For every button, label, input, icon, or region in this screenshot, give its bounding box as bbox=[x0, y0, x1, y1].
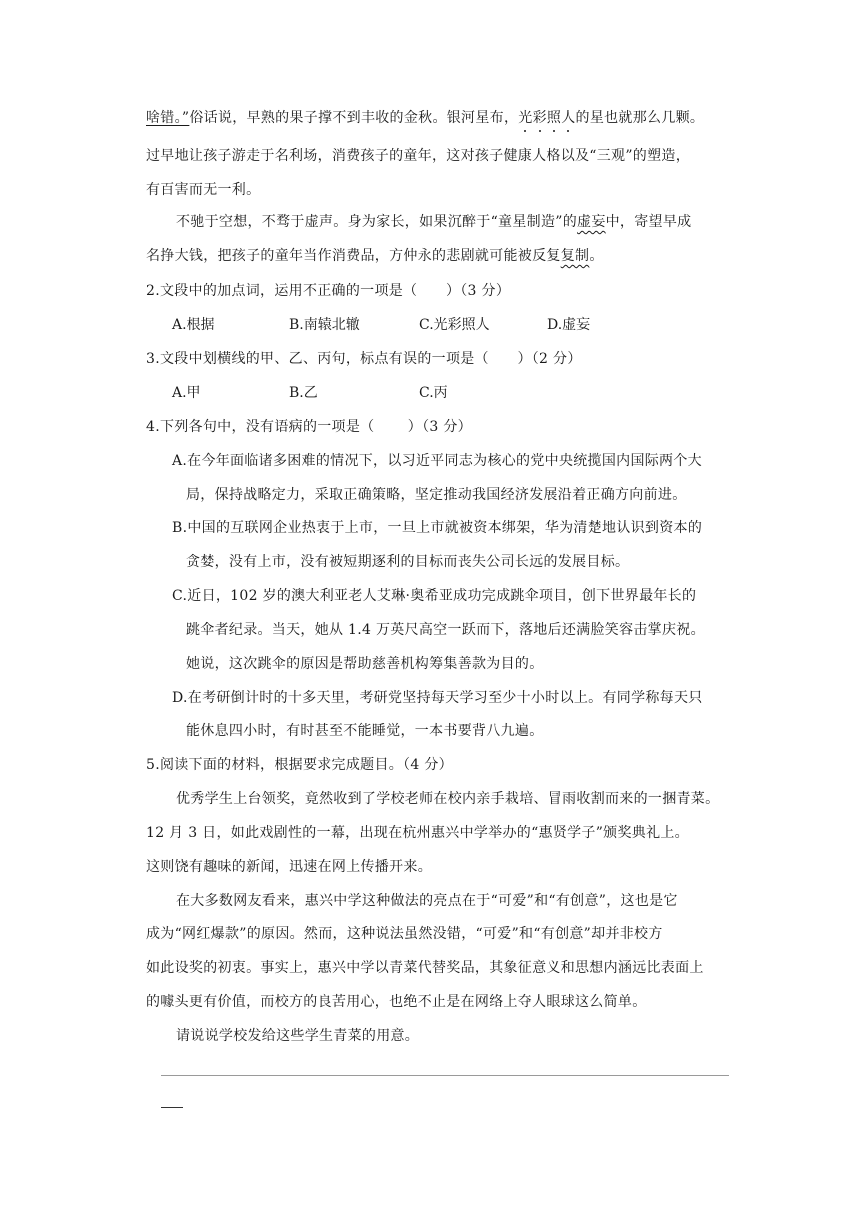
dotted-char: 彩 bbox=[532, 110, 547, 126]
q5-p2-line3: 如此设奖的初衷。事实上，惠兴中学以青菜代替奖品，其象征意义和思想内涵远比表面上 bbox=[146, 960, 704, 976]
para1-line2: 过早地让孩子游走于名利场，消费孩子的童年，这对孩子健康人格以及“三观”的塑造， bbox=[146, 148, 691, 164]
q3-option-c: C.丙 bbox=[419, 385, 448, 401]
dotted-char: 光 bbox=[518, 110, 533, 126]
answer-line-short[interactable] bbox=[161, 1107, 183, 1108]
q5-p1-line3: 这则饶有趣味的新闻，迅速在网上传播开来。 bbox=[146, 859, 432, 875]
dotted-char: 照 bbox=[546, 110, 562, 126]
q4-stem: 4.下列各句中，没有语病的一项是（ ）（3 分） bbox=[146, 419, 472, 435]
para1-line3: 有百害而无一利。 bbox=[146, 182, 261, 198]
q4-option-b-line2: 贪婪，没有上市，没有被短期逐利的目标而丧失公司长远的发展目标。 bbox=[186, 554, 630, 570]
q4-option-c-line2: 跳伞者纪录。当天，她从 1.4 万英尺高空一跃而下，落地后还满脸笑容击掌庆祝。 bbox=[186, 622, 705, 638]
dotted-word: 复制 bbox=[560, 248, 590, 264]
q3-stem: 3.文段中划横线的甲、乙、丙句，标点有误的一项是（ ）（2 分） bbox=[146, 351, 582, 367]
q5-p2-line1: 在大多数网友看来，惠兴中学这种做法的亮点在于“可爱”和“有创意”，这也是它 bbox=[176, 893, 678, 909]
q2-option-b: B.南辕北辙 bbox=[289, 317, 360, 333]
q2-option-c: C.光彩照人 bbox=[419, 317, 490, 333]
q4-option-d-line2: 能休息四小时，有时甚至不能睡觉，一本书要背八九遍。 bbox=[186, 723, 544, 739]
q3-option-b: B.乙 bbox=[289, 385, 318, 401]
para2-line1: 不驰于空想，不骛于虚声。身为家长，如果沉醉于“童星制造”的虚妄中，寄望早成 bbox=[176, 214, 692, 230]
q4-option-d-line1: D.在考研倒计时的十多天里，考研党坚持每天学习至少十小时以上。有同学称每天只 bbox=[172, 690, 703, 706]
q5-prompt: 请说说学校发给这些学生青菜的用意。 bbox=[176, 1028, 420, 1044]
q4-option-c-line3: 她说，这次跳伞的原因是帮助慈善机构筹集善款为目的。 bbox=[186, 656, 544, 672]
q4-option-c-line1: C.近日，102 岁的澳大利亚老人艾琳·奥希亚成功完成跳伞项目，创下世界最年长的 bbox=[172, 588, 697, 604]
q3-option-a: A.甲 bbox=[172, 385, 201, 401]
q5-p1-line1: 优秀学生上台领奖，竟然收到了学校老师在校内亲手栽培、冒雨收割而来的一捆青菜。 bbox=[176, 791, 720, 807]
dotted-char: 人 bbox=[561, 110, 576, 126]
para2-line2: 名挣大钱，把孩子的童年当作消费品，方仲永的悲剧就可能被反复复制。 bbox=[146, 248, 604, 264]
q2-option-a: A.根据 bbox=[172, 317, 215, 333]
q5-p2-line2: 成为“网红爆款”的原因。然而，这种说法虽然没错，“可爱”和“有创意”却并非校方 bbox=[146, 926, 663, 942]
q4-option-a-line2: 局，保持战略定力，采取正确策略，坚定推动我国经济发展沿着正确方向前进。 bbox=[186, 487, 687, 503]
answer-line[interactable] bbox=[161, 1075, 729, 1076]
q5-p1-line2: 12 月 3 日，如此戏剧性的一幕，出现在杭州惠兴中学举办的“惠贤学子”颁奖典礼上。 bbox=[146, 825, 689, 841]
q2-option-d: D.虚妄 bbox=[547, 317, 591, 333]
dotted-word: 虚妄 bbox=[577, 214, 606, 230]
underlined-quote: 啥错。” bbox=[146, 110, 190, 126]
q5-stem: 5.阅读下面的材料，根据要求完成题目。（4 分） bbox=[146, 757, 453, 773]
q4-option-b-line1: B.中国的互联网企业热衷于上市，一旦上市就被资本绑架，华为清楚地认识到资本的 bbox=[172, 520, 703, 536]
para1-line1: 啥错。”俗话说，早熟的果子撑不到丰收的金秋。银河星布，光彩照人的星也就那么几颗。 bbox=[146, 110, 705, 126]
q4-option-a-line1: A.在今年面临诸多困难的情况下，以习近平同志为核心的党中央统揽国内国际两个大 bbox=[172, 453, 702, 469]
q2-stem: 2.文段中的加点词，运用不正确的一项是（ ）（3 分） bbox=[146, 283, 511, 299]
q5-p2-line4: 的噱头更有价值，而校方的良苦用心，也绝不止是在网络上夺人眼球这么简单。 bbox=[146, 994, 647, 1010]
